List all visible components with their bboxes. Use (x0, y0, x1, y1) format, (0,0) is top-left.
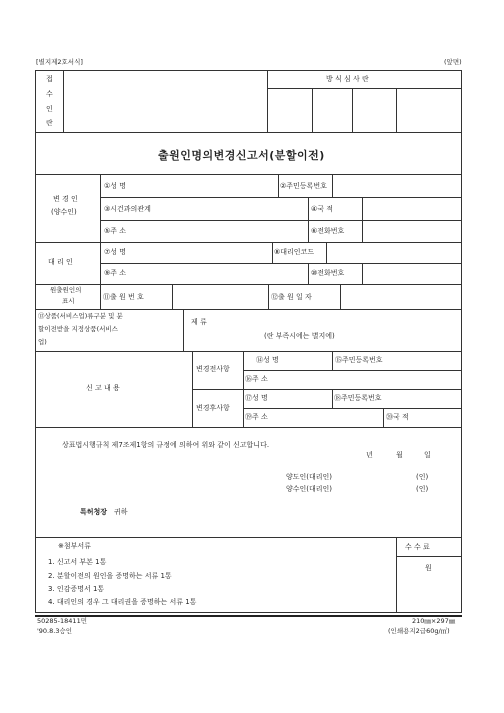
assignee-nationality-label: ④국 적 (311, 205, 334, 213)
assignee-relation-label: ③시건과의관계 (104, 205, 151, 213)
agent-label: 대 리 인 (48, 258, 73, 266)
reception-char-1: 접 (46, 75, 53, 83)
assignee-phone-label: ⑥전화번호 (311, 227, 345, 235)
fee-label: 수 수 료 (405, 543, 430, 551)
agent-code-label: ⑧대리인코드 (274, 248, 315, 256)
assignee-name-label: ①성 명 (104, 182, 127, 190)
goods-class-text: 제 류 (191, 318, 207, 326)
review-title: 방 식 심 사 란 (326, 75, 369, 83)
declaration-assignee-label: 양수인(대리인) (286, 485, 333, 493)
assignee-resident-label: ②주민등록번호 (280, 182, 327, 190)
before-resident-label: ⑮주민등록번호 (335, 356, 383, 364)
date-day: 일 (424, 451, 431, 459)
report-before-label: 변경전사항 (196, 365, 230, 373)
footer-code: 50285-18411민 (37, 617, 87, 625)
attachment-item: 2. 분할이전의 원인을 증명하는 서류 1통 (48, 572, 172, 580)
agent-name-label: ⑦성 명 (104, 248, 127, 256)
page-side-label: (앞면) (444, 58, 462, 66)
after-address-label: ⑲주 소 (245, 413, 268, 421)
date-year: 년 (366, 451, 373, 459)
reception-char-4: 란 (46, 119, 53, 127)
addressee-honorific: 귀하 (114, 508, 128, 516)
report-after-label: 변경후사항 (196, 404, 230, 412)
form-title: 출원인명의변경신고서(분할이전) (158, 149, 325, 162)
attachment-item: 4. 대리인의 경우 그 대리권을 증명하는 서류 1통 (48, 598, 197, 606)
assignor-label: 양도인(대리인) (286, 473, 333, 481)
form-number: [별지제2호서식] (36, 58, 83, 66)
after-resident-label: ⑱주민등록번호 (334, 394, 382, 402)
attachment-item: 1. 신고서 부본 1통 (48, 558, 107, 566)
attachment-item: 3. 인감증명서 1통 (48, 585, 105, 593)
goods-label-1: ⑬상품(서비스업)류구분 및 분 (38, 312, 123, 320)
fee-unit: 원 (425, 564, 432, 572)
before-address-label: ⑯주 소 (245, 375, 268, 383)
assignee-address-label: ⑤주 소 (104, 227, 127, 235)
date-month: 월 (396, 451, 403, 459)
assignee-label: 변 경 인 (53, 195, 78, 203)
report-label: 신 고 내 용 (86, 384, 120, 392)
attachments-title: ※첨부서류 (58, 542, 91, 550)
goods-note: (란 부족시에는 별지에) (264, 332, 335, 340)
after-name-label: ⑰성 명 (245, 394, 268, 402)
agent-address-label: ⑨주 소 (104, 269, 127, 277)
footer-approval: '90.8.3승인 (37, 627, 73, 635)
before-name-label: ⑭성 명 (256, 356, 279, 364)
footer-paper: (인쇄용지2급60g/㎡) (388, 627, 450, 635)
reception-char-3: 인 (46, 105, 53, 113)
application-label: 원출원인의 (50, 286, 82, 294)
agent-phone-label: ⑩전화번호 (311, 269, 345, 277)
application-number-label: ⑪출 원 번 호 (103, 293, 144, 301)
reception-char-2: 수 (46, 90, 53, 98)
assignor-seal: (인) (416, 473, 429, 481)
goods-label-2: 할이전받을 지정상품(서비스 (38, 325, 118, 333)
footer-size: 210㎜×297㎜ (412, 617, 456, 625)
after-nationality-label: ⑳국 적 (386, 413, 409, 421)
assignee-seal: (인) (416, 485, 429, 493)
application-sublabel: 표시 (62, 297, 75, 305)
addressee-title: 특허청장 (80, 508, 108, 516)
goods-label-3: 업) (38, 338, 47, 346)
assignee-sublabel: (양수인) (51, 208, 77, 216)
application-date-label: ⑫출 원 일 자 (271, 293, 312, 301)
declaration-text: 상표법시행규칙 제7조제1항의 규정에 의하여 위와 같이 신고합니다. (62, 441, 270, 449)
